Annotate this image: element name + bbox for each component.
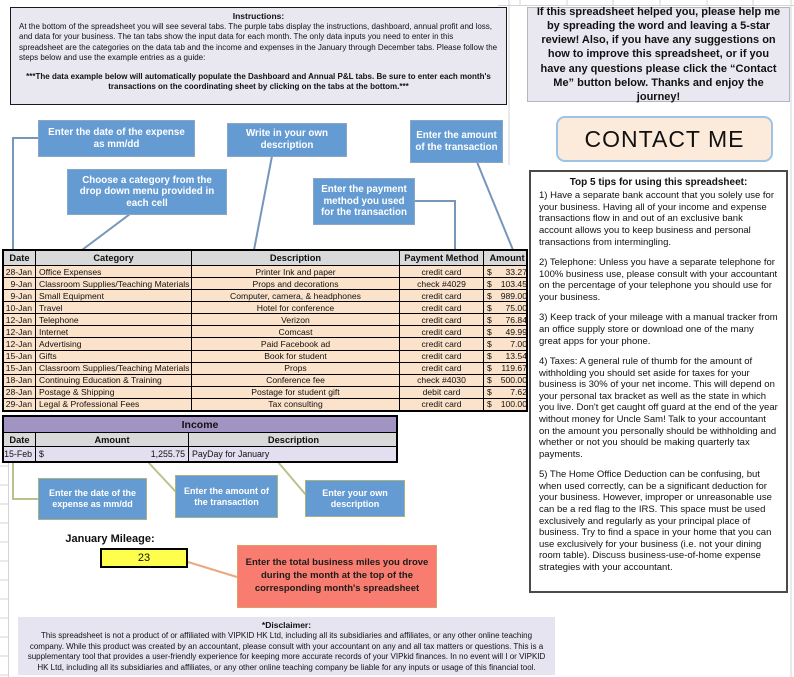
contact-me-label: CONTACT ME: [584, 125, 745, 152]
disclaimer-title: *Disclaimer:: [261, 620, 312, 630]
expense-cell-description[interactable]: Book for student: [192, 351, 400, 362]
tip-4: 4) Taxes: A general rule of thumb for the amount of withholding you should set aside for taxes for your business is 30% of your net income. This will depend on your personal tax bracket as well as the state in which you live. Don't get caught off guard at the end of the year without money for Uncle Sam! Talk to your accountant on the amount you personally should be withholding and whether or not you should be making quarterly tax payments.: [539, 356, 778, 460]
amount-value: 7.62: [510, 387, 527, 398]
currency-symbol: $: [487, 351, 492, 362]
expense-cell-payment[interactable]: credit card: [400, 363, 484, 374]
currency-symbol: $: [487, 339, 492, 349]
callout-income-amount: Enter the amount of the transaction: [175, 475, 278, 518]
expense-cell-description[interactable]: Verizon: [192, 314, 400, 325]
callout-expense-category: Choose a category from the drop down menu provided in each cell: [67, 169, 227, 215]
expense-cell-category[interactable]: Legal & Professional Fees: [36, 399, 192, 410]
contact-me-button[interactable]: [556, 116, 773, 162]
amount-value: 119.67: [501, 363, 527, 374]
expense-cell-description[interactable]: Props and decorations: [192, 278, 400, 289]
expense-cell-date[interactable]: 12-Jan: [4, 326, 36, 337]
currency-symbol: $: [487, 363, 492, 374]
expense-header-payment-method: Payment Method: [400, 251, 484, 265]
expense-cell-category[interactable]: Continuing Education & Training: [36, 375, 192, 386]
income-cell-description[interactable]: PayDay for January: [192, 449, 270, 459]
expense-cell-date[interactable]: 12-Jan: [4, 314, 36, 325]
instructions-title: Instructions:: [232, 11, 285, 21]
expense-cell-category[interactable]: Telephone: [36, 314, 192, 325]
currency-symbol: $: [487, 326, 492, 337]
expense-cell-date[interactable]: 29-Jan: [4, 399, 36, 410]
instructions-box: [10, 7, 507, 105]
expense-cell-amount[interactable]: [484, 399, 530, 410]
expense-cell-payment[interactable]: credit card: [400, 302, 484, 313]
currency-symbol: $: [487, 290, 492, 301]
amount-value: 76.84: [505, 314, 527, 325]
expense-cell-date[interactable]: 18-Jan: [4, 375, 36, 386]
expense-cell-amount[interactable]: [484, 375, 530, 386]
expense-cell-amount[interactable]: [484, 363, 530, 374]
expense-row: [4, 338, 526, 350]
callout-expense-description: Write in your own description: [227, 123, 347, 157]
expense-cell-payment[interactable]: credit card: [400, 290, 484, 301]
expense-cell-payment[interactable]: debit card: [400, 387, 484, 398]
callout-mileage-note: Enter the total business miles you drove during the month at the top of the corresponding month's spreadsheet: [237, 545, 437, 608]
expense-row: [4, 290, 526, 302]
callout-income-description: Enter your own description: [305, 480, 405, 517]
expense-row: [4, 387, 526, 399]
tip-2: 2) Telephone: Unless you have a separate telephone for 100% business use, please consult with your accountant on the percentage of your telephone you should use for your business.: [539, 257, 778, 303]
review-request-box: [527, 7, 790, 102]
expense-cell-payment[interactable]: check #4029: [400, 278, 484, 289]
expense-cell-payment[interactable]: credit card: [400, 338, 484, 349]
expense-cell-amount[interactable]: [484, 314, 530, 325]
amount-value: 33.27: [505, 266, 527, 277]
currency-symbol: $: [487, 399, 492, 410]
currency-symbol: $: [39, 449, 44, 459]
expense-row: [4, 351, 526, 363]
expense-cell-payment[interactable]: check #4030: [400, 375, 484, 386]
instructions-body: At the bottom of the spreadsheet you will see several tabs. The purple tabs display the instructions, dashboard, annual profit and loss, and data for your business. The tan tabs show the input data for each month. The only data inputs you need to enter in this spreadsheet are the categories on the data tab and the income and expenses in the January through December tabs. Please follow the steps below and use the example entries as a guide:: [19, 22, 498, 63]
income-header-date: Date: [4, 433, 36, 446]
currency-symbol: $: [487, 375, 492, 386]
expense-cell-description[interactable]: Hotel for conference: [192, 302, 400, 313]
expense-cell-date[interactable]: 15-Jan: [4, 363, 36, 374]
expense-cell-description[interactable]: Comcast: [192, 326, 400, 337]
tip-3: 3) Keep track of your mileage with a manual tracker from an office supply store or download one of the many great apps for your phone.: [539, 312, 778, 347]
expense-header-date: Date: [4, 251, 36, 265]
expense-row: [4, 375, 526, 387]
expense-table-header: [4, 251, 526, 266]
expense-cell-payment[interactable]: credit card: [400, 266, 484, 277]
expense-cell-date[interactable]: 9-Jan: [4, 290, 36, 301]
expense-table-body: [4, 266, 526, 410]
disclaimer-body: This spreadsheet is not a product of or affiliated with VIPKID HK Ltd, including all its subsidiaries and affiliates, or any other online teaching company. While this product was created by an accountant, please consult with your accountant on any and all tax matters or questions. This is a supplementary tool that provides a user-friendly experience for keeping more accurate records of your VIPkid finances. In no event will I or VIPKID HK Ltd, including all its subsidiaries and affiliates, or any other online teaching company be liable for any inputs or usage of this financial tool.: [27, 631, 546, 672]
disclaimer-box: [18, 617, 555, 675]
expense-cell-category[interactable]: Gifts: [36, 351, 192, 362]
currency-symbol: $: [487, 387, 492, 398]
instructions-note: ***The data example below will automatically populate the Dashboard and Annual P&L tabs. Be sure to enter each month's transactions on the coordinating sheet by clicking on the tabs at the bottom.***: [26, 71, 491, 91]
tips-box: [529, 170, 788, 593]
expense-cell-category[interactable]: Classroom Supplies/Teaching Materials: [36, 278, 192, 289]
mileage-label: January Mileage:: [65, 533, 155, 545]
expense-row: [4, 326, 526, 338]
income-header-description: Description: [267, 434, 320, 445]
income-cell-amount[interactable]: [36, 447, 189, 461]
expense-cell-description[interactable]: Tax consulting: [192, 399, 400, 410]
callout-expense-date: Enter the date of the expense as mm/dd: [38, 120, 195, 157]
expense-cell-payment[interactable]: credit card: [400, 326, 484, 337]
expense-table: [2, 249, 528, 412]
expense-cell-date[interactable]: 28-Jan: [4, 266, 36, 277]
expense-cell-category[interactable]: Small Equipment: [36, 290, 192, 301]
income-table: [2, 415, 398, 463]
amount-value: 500.00: [500, 375, 527, 386]
mileage-input-cell[interactable]: 23: [100, 548, 188, 568]
expense-row: [4, 399, 526, 410]
callout-expense-amount: Enter the amount of the transaction: [410, 120, 503, 163]
expense-cell-description[interactable]: Printer Ink and paper: [192, 266, 400, 277]
expense-cell-amount[interactable]: [484, 387, 530, 398]
expense-row: [4, 278, 526, 290]
amount-value: 75.00: [505, 302, 527, 313]
expense-cell-amount[interactable]: [484, 266, 530, 277]
income-row: [4, 447, 396, 461]
income-amount-value: 1,255.75: [150, 449, 185, 459]
expense-cell-amount[interactable]: [484, 326, 530, 337]
expense-cell-date[interactable]: 28-Jan: [4, 387, 36, 398]
callout-income-date: Enter the date of the expense as mm/dd: [38, 478, 147, 520]
expense-cell-date[interactable]: 10-Jan: [4, 302, 36, 313]
expense-cell-description[interactable]: Props: [192, 363, 400, 374]
expense-cell-payment[interactable]: credit card: [400, 314, 484, 325]
callout-expense-payment: Enter the payment method you used for the transaction: [313, 178, 415, 225]
expense-cell-amount[interactable]: [484, 290, 530, 301]
expense-header-amount: Amount: [489, 253, 525, 263]
expense-cell-date[interactable]: 9-Jan: [4, 278, 36, 289]
expense-cell-category[interactable]: Office Expenses: [36, 266, 192, 277]
amount-value: 13.54: [505, 351, 527, 362]
amount-value: 100.00: [500, 399, 527, 410]
currency-symbol: $: [487, 314, 492, 325]
expense-cell-amount[interactable]: [484, 302, 530, 313]
expense-cell-date[interactable]: 12-Jan: [4, 338, 36, 349]
review-request-text: If this spreadsheet helped you, please help me by spreading the word and leaving a 5-star review! Also, if you have any suggestions on how to improve this spreadsheet, or if you have any questions please click the “Contact Me” button below. Thanks and enjoy the journey!: [536, 6, 781, 103]
expense-header-description: Description: [192, 251, 400, 265]
expense-cell-description[interactable]: Conference fee: [192, 375, 400, 386]
amount-value: 49.99: [505, 326, 527, 337]
expense-cell-description[interactable]: Computer, camera, & headphones: [192, 290, 400, 301]
expense-row: [4, 302, 526, 314]
expense-row: [4, 314, 526, 326]
expense-cell-description[interactable]: Postage for student gift: [192, 387, 400, 398]
income-cell-date[interactable]: 15-Feb: [4, 447, 36, 461]
income-header-amount: Amount: [36, 433, 189, 446]
expense-cell-amount[interactable]: [484, 338, 530, 349]
income-title: Income: [4, 417, 396, 433]
expense-cell-payment[interactable]: credit card: [400, 351, 484, 362]
tips-title: Top 5 tips for using this spreadsheet:: [569, 177, 748, 188]
tip-1: 1) Have a separate bank account that you solely use for your business. Having all of your income and expense transactions flow in and out of an exclusive bank account allows you to keep business and personal transactions from intermingling.: [539, 190, 774, 248]
amount-value: 103.45: [500, 278, 527, 289]
expense-header-category: Category: [36, 251, 192, 265]
currency-symbol: $: [487, 302, 492, 313]
expense-cell-amount[interactable]: [484, 351, 530, 362]
expense-cell-category[interactable]: Travel: [36, 302, 192, 313]
expense-cell-payment[interactable]: credit card: [400, 399, 484, 410]
expense-row: [4, 363, 526, 375]
currency-symbol: $: [487, 278, 492, 289]
amount-value: 7.00: [510, 339, 527, 349]
currency-symbol: $: [487, 266, 492, 277]
income-table-header: [4, 433, 396, 447]
tip-5: 5) The Home Office Deduction can be confusing, but when used correctly, can be a significant deduction for your business. However, improper or unreasonable use can be a red flag to the IRS. This space must be used exclusively and regularly as your principal place of business. Try to find a space in your home that you can use exclusively for your business (i.e. not your dining room table). Discuss business-use-of-home expense strategies with your accountant.: [539, 469, 772, 573]
expense-cell-description[interactable]: Paid Facebook ad: [192, 338, 400, 349]
expense-cell-date[interactable]: 15-Jan: [4, 351, 36, 362]
expense-cell-amount[interactable]: [484, 278, 530, 289]
amount-value: 989.00: [500, 290, 527, 301]
expense-row: [4, 266, 526, 278]
expense-cell-category[interactable]: Classroom Supplies/Teaching Materials: [36, 363, 192, 374]
expense-cell-category[interactable]: Internet: [36, 326, 192, 337]
expense-cell-category[interactable]: Advertising: [36, 338, 192, 349]
expense-cell-category[interactable]: Postage & Shipping: [36, 387, 192, 398]
